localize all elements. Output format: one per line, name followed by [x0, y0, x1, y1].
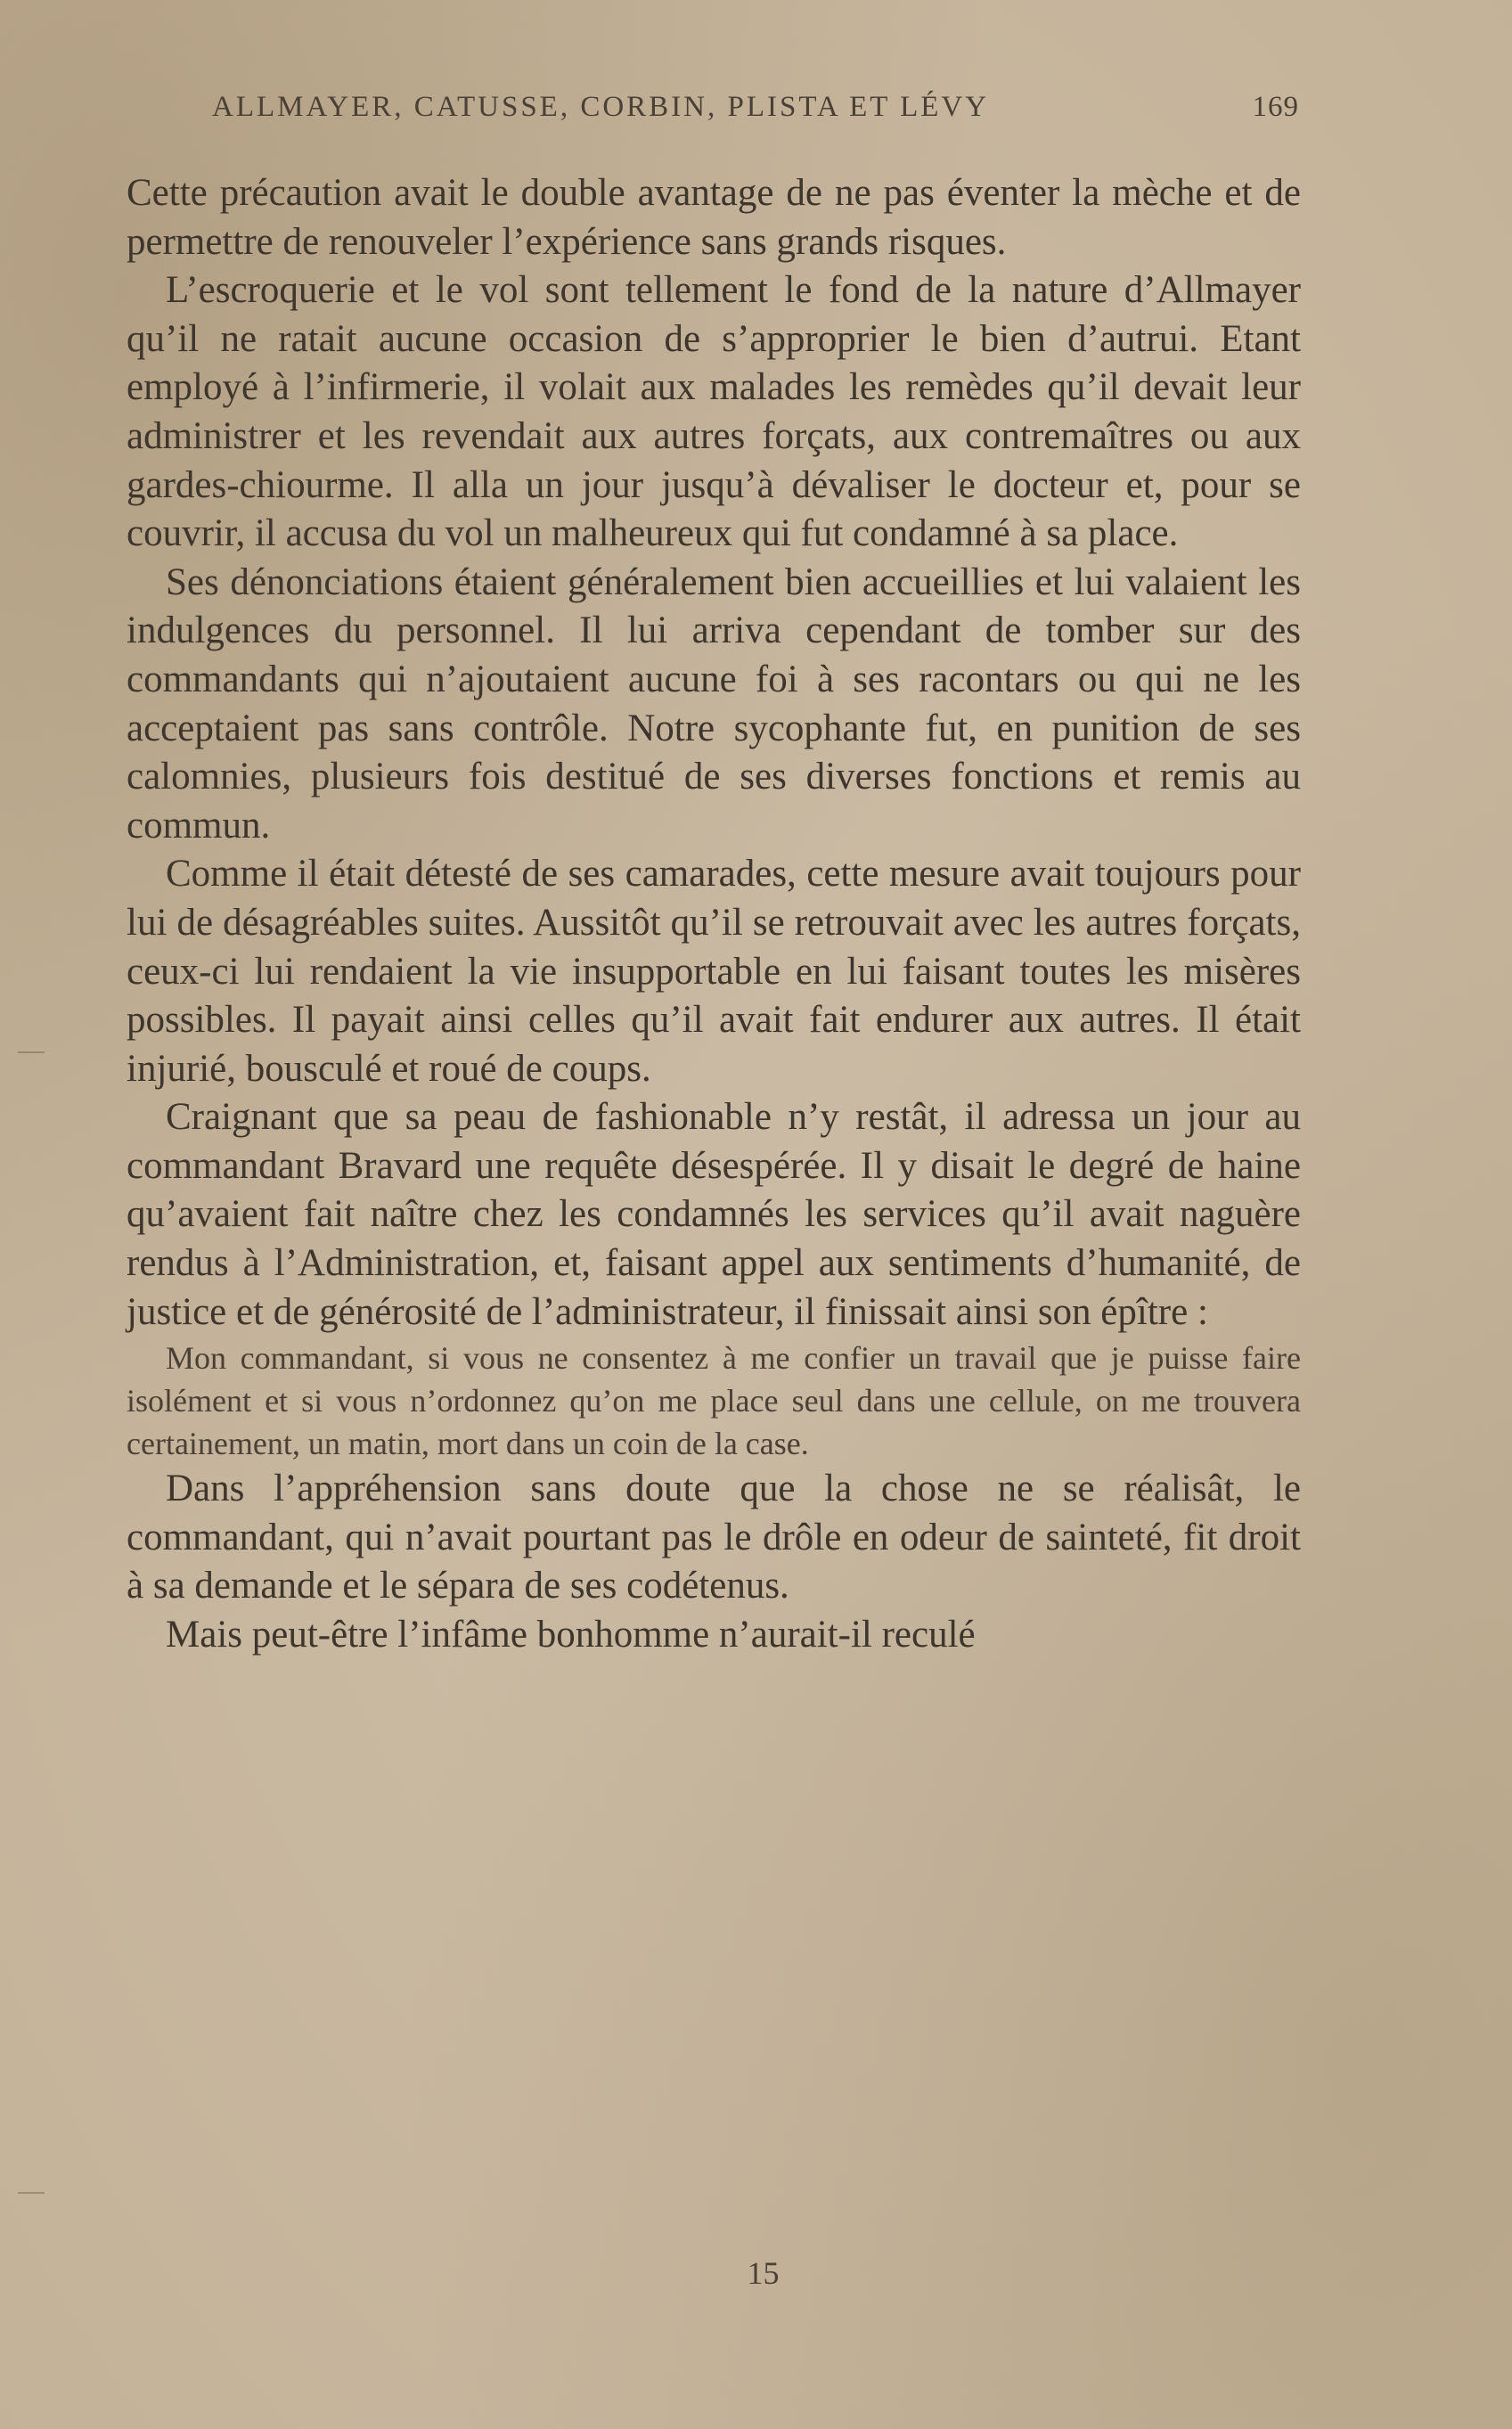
paragraph: Dans l’appréhension sans doute que la chose ne se réalisât, le commandant, qui n’avait pourtant pas le drôle en odeur de sainteté, fit droit à sa demande et le sépara de ses codétenus.	[127, 1468, 1301, 1607]
paragraph: Craignant que sa peau de fashionable n’y restât, il adressa un jour au commandant Bravard une requête désespérée. Il y disait le degré de haine qu’avaient fait naître chez les condamnés les services qu’il avait naguère rendus à l’Administration, et, faisant appel aux sentiments d’humanité, de justice et de générosité de l’administrateur, il finissait ainsi son épître :	[127, 1096, 1301, 1333]
paragraph: Cette précaution avait le double avantage de ne pas éventer la mèche et de permettre de renouveler l’expérience sans grands risques.	[127, 172, 1301, 263]
running-header	[212, 86, 1299, 128]
body-text	[127, 169, 1301, 1660]
signature-mark: 15	[747, 2255, 780, 2291]
paragraph: Comme il était détesté de ses camarades, cette mesure avait toujours pour lui de désagréables suites. Aussitôt qu’il se retrouvait avec les autres forçats, ceux-ci lui rendaient la vie insupportable en lui faisant toutes les misères possibles. Il payait ainsi celles qu’il avait fait endurer aux autres. Il était injurié, bousculé et roué de coups.	[127, 853, 1301, 1090]
paragraph: Ses dénonciations étaient généralement bien accueillies et lui valaient les indulgences du personnel. Il lui arriva cependant de tomber sur des commandants qui n’ajoutaient aucune foi à ses racontars ou qui ne les acceptaient pas sans contrôle. Notre sycophante fut, en punition de ses calomnies, plusieurs fois destitué de ses diverses fonctions et remis au commun.	[127, 560, 1301, 846]
paragraph: Mais peut-être l’infâme bonhomme n’aurait-il reculé	[166, 1614, 976, 1656]
margin-dash	[18, 1051, 45, 1053]
margin-dash	[18, 2192, 45, 2194]
signature-footer	[0, 2254, 1512, 2292]
quoted-letter: Mon commandant, si vous ne consentez à me confier un travail que je puisse faire isolément et si vous n’ordonnez qu’on me place seul dans une cellule, on me trouvera certainement, un matin, mort dans un coin de la case.	[127, 1340, 1301, 1462]
paragraph: L’escroquerie et le vol sont tellement le fond de la nature d’Allmayer qu’il ne ratait aucune occasion de s’approprier le bien d’autrui. Etant employé à l’infirmerie, il volait aux malades les remèdes qu’il devait leur administrer et les revendait aux autres forçats, aux contremaîtres ou aux gardes-chiourme. Il alla un jour jusqu’à dévaliser le docteur et, pour se couvrir, il accusa du vol un malheureux qui fut condamné à sa place.	[127, 269, 1301, 555]
page-number: 169	[1252, 90, 1299, 123]
running-title: ALLMAYER, CATUSSE, CORBIN, PLISTA ET LÉVY	[212, 90, 990, 123]
